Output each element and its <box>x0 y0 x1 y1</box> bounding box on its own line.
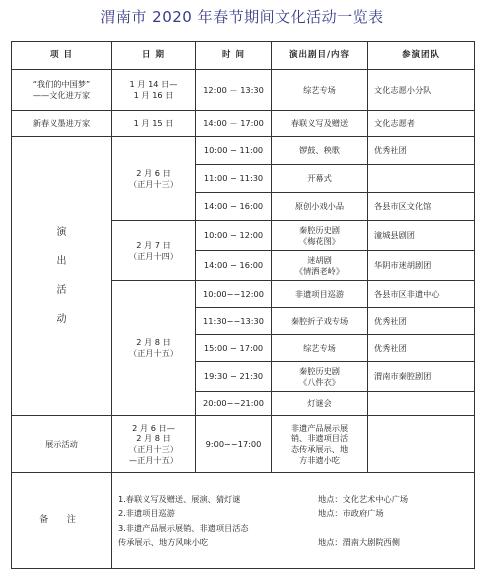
content-cell: 锣鼓、秧歌 <box>272 137 368 165</box>
remarks-label: 备 注 <box>12 473 112 569</box>
troupe-cell: 渭南市秦腔剧团 <box>368 362 475 392</box>
remarks-row <box>12 473 475 569</box>
time-cell: 14:00 − 16:00 <box>196 251 272 281</box>
content-cell: 开幕式 <box>272 165 368 193</box>
content-cell: 原创小戏小品 <box>272 193 368 221</box>
remark-line: 传承展示、地方风味小吃 地点：渭南大剧院西侧 <box>118 536 400 547</box>
date-cell: 2 月 6 日 （正月十三） <box>112 137 196 221</box>
content-cell: 秦腔历史剧 《八件衣》 <box>272 362 368 392</box>
troupe-cell: 文化志愿小分队 <box>368 70 475 111</box>
header-date: 日 期 <box>112 42 196 70</box>
project-cell: “我们的中国梦” ——文化进万家 <box>12 70 112 111</box>
date-cell: 1 月 14 日— 1 月 16 日 <box>112 70 196 111</box>
time-cell: 15:00 − 17:00 <box>196 335 272 362</box>
date-cell: 2 月 8 日 （正月十五） <box>112 281 196 416</box>
troupe-cell: 优秀社团 <box>368 308 475 335</box>
remarks-content <box>112 473 475 569</box>
remark-line: 3.非遗产品展示展销、非遗项目活态 <box>118 522 249 533</box>
content-cell: 迷胡剧 《情洒老岭》 <box>272 251 368 281</box>
troupe-cell: 优秀社团 <box>368 137 475 165</box>
project-cell: 展示活动 <box>12 416 112 473</box>
header-content: 演出剧目/内容 <box>272 42 368 70</box>
troupe-cell: 优秀社团 <box>368 335 475 362</box>
remark-line: 1.春联义写及赠送、展演、猜灯谜 地点：文化艺术中心广场 <box>118 493 409 504</box>
content-cell: 综艺专场 <box>272 70 368 111</box>
time-cell: 12:00 － 13:30 <box>196 70 272 111</box>
date-cell: 1 月 15 日 <box>112 111 196 137</box>
header-time: 时 间 <box>196 42 272 70</box>
troupe-cell <box>368 416 475 473</box>
content-cell: 秦腔折子戏专场 <box>272 308 368 335</box>
time-cell: 9:00−−17:00 <box>196 416 272 473</box>
content-cell: 非遗产品展示展 销、非遗项目活 态传承展示、地 方非遗小吃 <box>272 416 368 473</box>
troupe-cell: 华阴市迷胡剧团 <box>368 251 475 281</box>
content-cell: 春联义写及赠送 <box>272 111 368 137</box>
remark-line: 2.非遗项目巡游 地点：市政府广场 <box>118 508 384 519</box>
table-header-row <box>12 42 475 70</box>
time-cell: 10:00−−12:00 <box>196 281 272 308</box>
table-row <box>12 111 475 137</box>
date-cell: 2 月 6 日— 2 月 8 日 （正月十三） —正月十五） <box>112 416 196 473</box>
activity-table <box>11 41 475 569</box>
date-cell: 2 月 7 日 （正月十四） <box>112 221 196 281</box>
time-cell: 14:00 － 17:00 <box>196 111 272 137</box>
time-cell: 14:00 − 16:00 <box>196 193 272 221</box>
content-cell: 秦腔历史剧 《梅花图》 <box>272 221 368 251</box>
content-cell: 灯谜会 <box>272 392 368 416</box>
time-cell: 10:00 − 12:00 <box>196 221 272 251</box>
time-cell: 19:30 − 21:30 <box>196 362 272 392</box>
troupe-cell: 潼城县剧团 <box>368 221 475 251</box>
page-title: 渭南市 2020 年春节期间文化活动一览表 <box>100 8 384 26</box>
time-cell: 10:00 − 11:00 <box>196 137 272 165</box>
time-cell: 20:00−−21:00 <box>196 392 272 416</box>
troupe-cell <box>368 392 475 416</box>
table-row <box>12 137 475 165</box>
project-cell: 新春义墨进万家 <box>12 111 112 137</box>
table-row <box>12 70 475 111</box>
time-cell: 11:30−−13:30 <box>196 308 272 335</box>
troupe-cell: 文化志愿者 <box>368 111 475 137</box>
content-cell: 非遗项目巡游 <box>272 281 368 308</box>
troupe-cell: 各县市区非遗中心 <box>368 281 475 308</box>
performance-category-cell: 演 出 活 动 <box>12 137 112 416</box>
troupe-cell: 各县市区文化馆 <box>368 193 475 221</box>
content-cell: 综艺专场 <box>272 335 368 362</box>
troupe-cell <box>368 165 475 193</box>
table-row <box>12 416 475 473</box>
header-troupe: 参演团队 <box>368 42 475 70</box>
header-project: 项 目 <box>12 42 112 70</box>
time-cell: 11:00 − 11:30 <box>196 165 272 193</box>
